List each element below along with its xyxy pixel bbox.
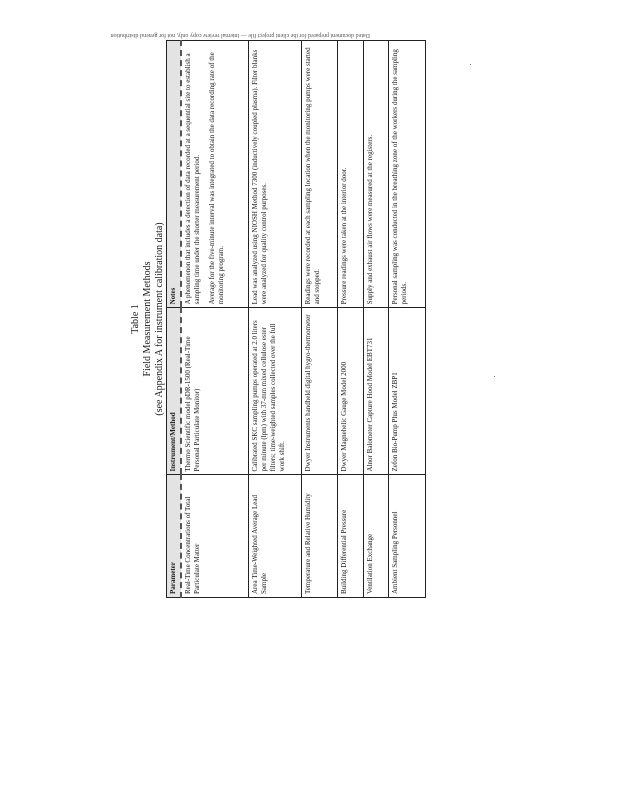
note-paragraph: Lead was analyzed using NIOSH Method 7300 (inductively coupled plasma). Filter blanks were analyzed for quality control purposes.: [251, 49, 269, 305]
method-cell: Dwyer Instruments handheld digital hygro-thermometer: [301, 308, 338, 475]
note-paragraph: Pressure readings were taken at the interior door.: [340, 167, 349, 305]
method-cell: Zefon Bio-Pump Plus Model ZBP1: [389, 308, 426, 475]
parameter-cell: Area Time-Weighted Average Lead Sample: [249, 475, 301, 598]
method-cell: Alnor Balometer Capture Hood Model EBT731: [363, 308, 388, 475]
notes-cell: [249, 41, 301, 308]
table-row: [181, 41, 249, 598]
note-paragraph: Supply and exhaust air flows were measured at the registers.: [365, 134, 374, 305]
note-paragraph: Average for the five-minute interval was integrated to obtain the data recording rate of the monitoring program.: [208, 52, 225, 305]
note-paragraph: Personal sampling was conducted in the breathing zone of the workers during the sampling periods.: [391, 49, 409, 305]
table-row: [363, 41, 388, 598]
table-title: Table 1: [130, 304, 141, 334]
note-paragraph: A phenomenon that includes a detection of data recorded at a sequential site to establish a sampling time under the shorter measurement period.: [184, 53, 201, 305]
parameter-cell: Real-Time Concentrations of Total Particulate Matter: [181, 475, 249, 598]
notes-cell: [363, 41, 388, 308]
note-paragraph: Readings were recorded at each sampling location when the monitoring pumps were started and stopped.: [303, 47, 321, 305]
table-heading: [130, 40, 166, 598]
table-row: [249, 41, 301, 598]
parameter-cell: Ambient Sampling Personnel: [389, 475, 426, 598]
method-cell: Dwyer Magnehelic Gauge Model 2000: [338, 308, 363, 475]
page-footer-note: Dated document prepared for the client project file — internal review copy only, not for general distribution: [110, 32, 370, 38]
table-row: [338, 41, 363, 598]
speck: [494, 376, 495, 377]
rotated-table-page: [110, 32, 430, 598]
method-cell: Thermo Scientific model pDR-1500 (Real-Time Personal Particulate Monitor): [181, 308, 249, 475]
column-header-method: Instrument/Method: [167, 308, 182, 475]
table-header-row: [167, 41, 182, 598]
table-row: [389, 41, 426, 598]
notes-cell: [389, 41, 426, 308]
speck: [470, 64, 471, 65]
parameter-cell: Temperature and Relative Humidity: [301, 475, 338, 598]
notes-cell: [301, 41, 338, 308]
parameter-cell: Ventilation Exchange: [363, 475, 388, 598]
table-body: [181, 41, 426, 598]
column-header-notes: Notes: [167, 41, 182, 308]
column-header-parameter: Parameter: [167, 475, 182, 598]
table-note: (see Appendix A for instrument calibration data): [154, 222, 165, 416]
notes-cell: [338, 41, 363, 308]
parameter-cell: Building Differential Pressure: [338, 475, 363, 598]
method-cell: Calibrated SKC sampling pumps operated at 2.0 liters per minute (lpm) with 37-mm mixed cellulose ester filters; time-weighted samples collected over the full work shift.: [249, 308, 301, 475]
notes-cell: [181, 41, 249, 308]
measurement-methods-table: [166, 40, 426, 598]
table-subtitle: Field Measurement Methods: [142, 261, 153, 377]
table-row: [301, 41, 338, 598]
